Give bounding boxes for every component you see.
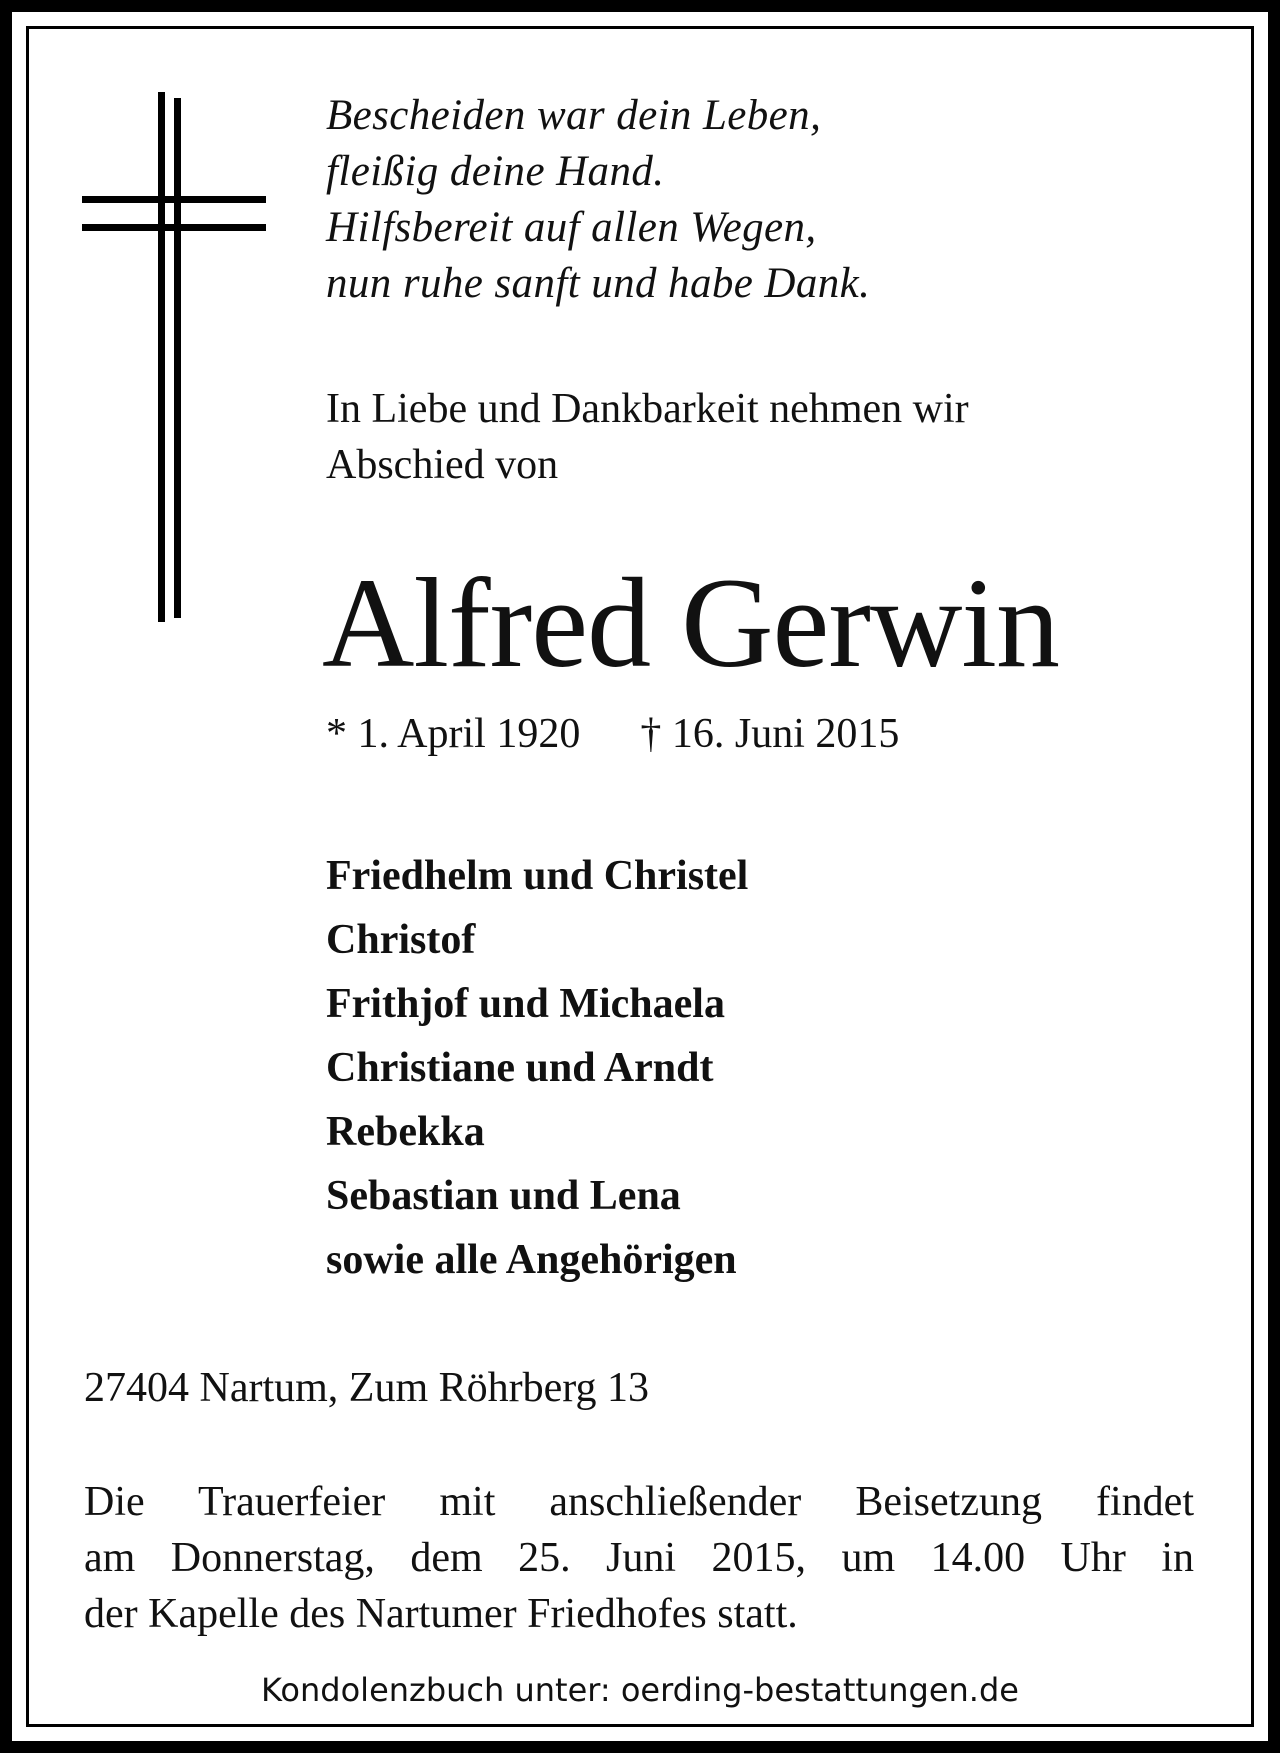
poem-line: Bescheiden war dein Leben, xyxy=(326,92,822,139)
poem-line: fleißig deine Hand. xyxy=(326,148,665,195)
ceremony-line: am Donnerstag, dem 25. Juni 2015, um 14.00 Uhr in xyxy=(84,1535,1194,1581)
mourner-entry: Rebekka xyxy=(326,1109,485,1155)
mourner-entry: Frithjof und Michaela xyxy=(326,981,725,1027)
mourner-entry: Christof xyxy=(326,917,476,963)
intro-line: In Liebe und Dankbarkeit nehmen wir xyxy=(326,386,969,432)
condolence-book-link[interactable]: Kondolenzbuch unter: oerding-bestattungen.de xyxy=(261,1671,1019,1709)
death-date: † 16. Juni 2015 xyxy=(640,711,900,757)
mourner-entry: Friedhelm und Christel xyxy=(326,853,749,899)
ceremony-line: Die Trauerfeier mit anschließender Beisetzung findet xyxy=(84,1479,1194,1525)
poem-line: Hilfsbereit auf allen Wegen, xyxy=(326,204,817,251)
mourner-entry: Christiane und Arndt xyxy=(326,1045,714,1091)
cross-icon xyxy=(78,92,268,627)
mourner-entry: sowie alle Angehörigen xyxy=(326,1237,737,1283)
birth-date: * 1. April 1920 xyxy=(326,711,581,757)
deceased-name: Alfred Gerwin xyxy=(322,552,1059,694)
ceremony-line: der Kapelle des Nartumer Friedhofes statt. xyxy=(84,1591,798,1637)
family-address: 27404 Nartum, Zum Röhrberg 13 xyxy=(84,1365,649,1411)
mourner-entry: Sebastian und Lena xyxy=(326,1173,681,1219)
poem-line: nun ruhe sanft und habe Dank. xyxy=(326,260,871,307)
mourners-list xyxy=(326,844,748,1292)
intro-line: Abschied von xyxy=(326,442,559,488)
funeral-ceremony-notice xyxy=(84,1474,1194,1642)
farewell-intro xyxy=(326,381,1116,493)
poem-verse xyxy=(326,88,870,312)
life-dates xyxy=(326,706,899,762)
